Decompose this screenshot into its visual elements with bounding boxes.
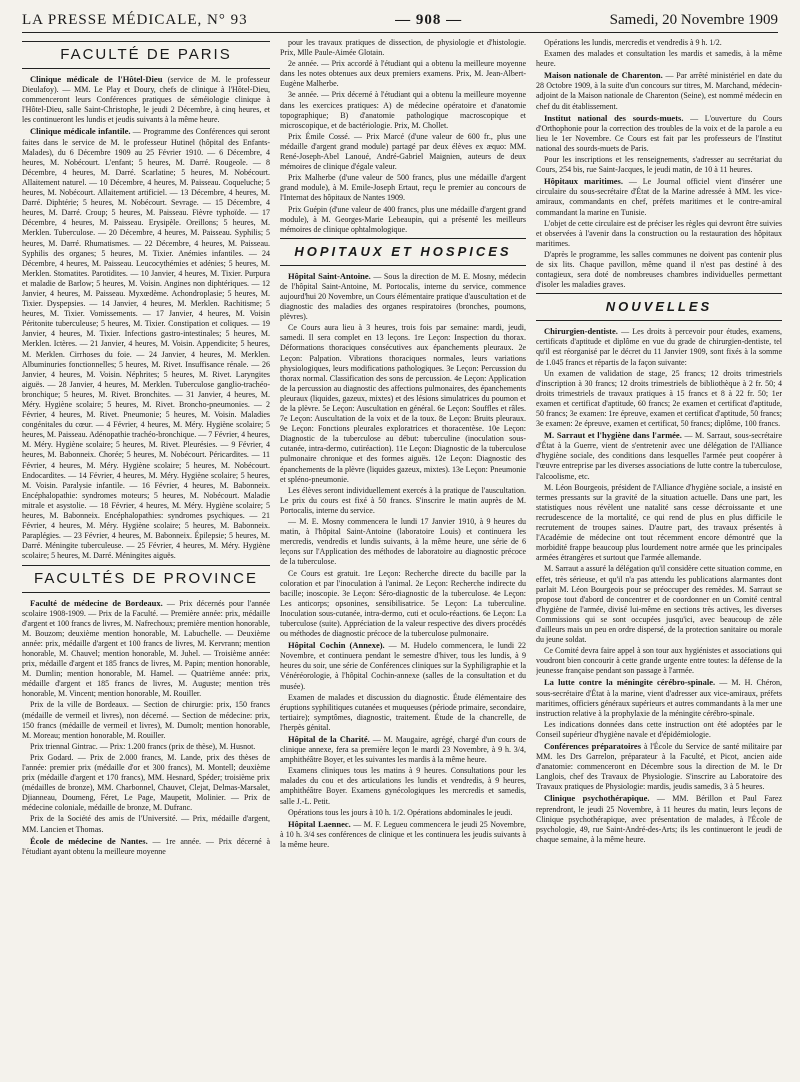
column-2 xyxy=(280,38,526,1076)
article-text: pour les travaux pratiques de dissection, de physiologie et d'histologie. Prix, Mlle Paule-Aimée Glotain. xyxy=(280,38,526,58)
section-heading-faculte-paris: FACULTÉ DE PARIS xyxy=(22,41,270,69)
article-text: Ce Comité devra faire appel à son tour aux hygiénistes et associations qui voudront bien concourir à cette grande urgente entre toutes: la défense de la jeunesse française pendant son passage à l'armée. xyxy=(536,646,782,676)
article-text: Ce Cours est gratuit. 1re Leçon: Recherche directe du bacille par la coloration et par l'inoculation à l'animal. 2e Leçon: Recherche indirecte du bacille; inoscopie. 3e Leçon: Séro-diagnostic de la tuberculose. 4e Leçon: Les anticorps; opsonines, sensibilisatrice. 5e Leçon: La tuberculine. Inoculation sous-cutanée, intra-dermo, cuti et oculo-réactions. 6e Leçon: La tuberculose (suite). Appréciation de la valeur respective des divers procédés ou méthodes de diagnostic précoce de la tuberculose pulmonaire. xyxy=(280,568,526,639)
column-3 xyxy=(536,38,782,1076)
article-text: — MM. Bérillon et Paul Farez reprendront, le jeudi 25 Novembre, à 11 heures du matin, leurs leçons de Clinique psychothérapique, avec présentation de malades, à l'École de psychologie, 49, rue Saint-André-des-Arts; ils les continueront le jeudi de chaque semaine, à la même heure. xyxy=(536,794,782,844)
article-text: Prix triennal Gintrac. — Prix: 1.200 francs (prix de thèse), M. Husnot. xyxy=(30,741,256,751)
article-text: Les élèves seront individuellement exercés à la pratique de l'auscultation. Le prix du cours est fixé à 50 francs. S'inscrire le matin auprès de M. Portocalis, interne du service. xyxy=(280,485,526,515)
article-heading: La lutte contre la méningite cérébro-spinale. xyxy=(544,677,716,688)
article-text: (service de M. le professeur Dieulafoy). — MM. Le Play et Doury, chefs de clinique à l'Hôtel-Dieu, commenceront leurs Conférences pratiques de séméiologie clinique à l'Hôtel-Dieu, salle Saint-Christophe, le jeudi 2 Décembre, à cinq heures, et les continueront les lundis et jeudis suivants à la même heure. xyxy=(22,75,270,125)
article-text: 2e année. — Prix accordé à l'étudiant qui a obtenu la meilleure moyenne dans les notes obtenues aux deux premiers examens. Prix, M. Jean-Albert-Eugène Malherbe. xyxy=(280,59,526,89)
article-text: — M. Hudelo commencera, le lundi 22 Novembre, et continuera pendant le semestre d'hiver, tous les lundis, à 9 heures du soir, une série de Conférences cliniques sur la Syphiligraphie et la Vénéréorologie, à l'hôpital Cochin-annexe (salles de la consultation et du musée). xyxy=(280,641,526,691)
article-heading: Chirurgien-dentiste. xyxy=(544,326,618,337)
article-text: — M. Sarraut, sous-secrétaire d'État à la Guerre, vient de s'entretenir avec une délégation de l'Alliance d'hygiène sociale, des conditions dans lesquelles l'armée peut coopérer à l'œuvre entreprise par les diverses associations de lutte contre la tuberculose, l'alcoolisme, etc. xyxy=(536,431,782,481)
article-text: — Programme des Conférences qui seront faites dans le service de M. le professeur Hutinel (hôpital des Enfants-Malades), du 6 Décembre 1909 au 25 Février 1910. — 6 Décembre, 4 heures, M. Nobécourt. L'enfant; 5 heures, M. Darré. Rougeole. — 8 Décembre, 4 heures, M. Darré. Scarlatine; 5 heures, M. Nobécourt. Allaitement naturel. — 10 Décembre, 4 heures, M. Paisseau. Coqueluche; 5 heures, M. Nobécourt. Allaitement artificiel. — 13 Décembre, 4 heures, M. Darré. Diphtérie; 5 heures, M. Nobécourt. Sevrage. — 15 Décembre, 4 heures, M. Darré. Croup; 5 heures, M. Paisseau. Fièvre typhoïde. — 17 Décembre, 4 heures, M. Paisseau. Erysipèle. Oreillons; 5 heures, M. Merklen. Tuberculose. — 20 Décembre, 4 heures, M. Paisseau. Syphilis; 5 heures, M. Darré. Rhumatismes. — 22 Décembre, 4 heures, M. Paisseau. Syphilis des organes; 5 heures, M. Tixier. Anémies infantiles. — 24 Décembre, 4 heures, M. Paisseau. Leucocythémies et adénies; 5 heures, M. Merklen. Stomatites. Parotidites. — 10 Janvier, 4 heures, M. Tixier. Purpura et maladie de Barlow; 5 heures, M. Voisin. Angines non diphtériques. — 12 Janvier, 4 heures, M. Paisseau. Myxœdème. Achondroplasie; 5 heures, M. Tixier. Dyspepsies. — 14 Janvier, 4 heures, M. Merklen. Rachitisme; 5 heures, M. Tixier. Vomissements. — 17 Janvier, 4 heures, M. Voisin Péritonite tuberculeuse; 5 heures, M. Tixier. Constipation et coliques. — 19 Janvier, 4 heures, M. Tixier. Infections gastro-intestinales; 5 heures, M. Merklen. Ictères. — 21 Janvier, 4 heures, M. Voisin. Appendicite; 5 heures, M. Merklen. Cirrhoses du foie. — 24 Janvier, 4 heures, M. Merklen. Albuminuries fonctionnelles; 5 heures, M. Rivet. Insuffisance rénale. — 26 Janvier, 4 heures, M. Voisin. Néphrites; 5 heures, M. Rivet. Laryngites aiguës. — 28 Janvier, 4 heures, M. Merklen. Tuberculose ganglio-trachéo-bronchique; 5 heures, M. Rivet. Bronchites. — 31 Janvier, 4 heures, M. Méry. Hygiène scolaire; 5 heures, M. Rivet. Broncho-pneumonies. — 2 Février, 4 heures, M. Rivet. Pneumonie; 5 heures, M. Voisin. Maladies congénitales du cœur. — 4 Février, 4 heures, M. Méry. Hygiène scolaire; 5 heures, M. Paisseau. Adénopathie trachéo-bronchique. — 7 Février, 4 heures, M. Méry. Hygiène scolaire; 5 heures, M. Rivet. Pleurésies. — 9 Février, 4 heures, M. Babonneix. Chorée; 5 heures, M. Nobécourt. Péricardites. — 11 Février, 4 heures, M. Méry. Hygiène scolaire; 5 heures, M. Nobécourt. Endocardites. — 14 Février, 4 heures, M. Méry. Hygiène scolaire; 5 heures, M. Voisin. Paralysie infantile. — 16 Février, 4 heures, M. Babonneix. Encéphalopathie: syndromes moteurs; 5 heures, M. Nobécourt. Maladie mitrale et asystolie. — 18 Février, 4 heures, M. Méry. Hygiène scolaire; 5 heures, M. Babonneix. Encéphalopathies: syndromes psychiques. — 21 Février, 4 heures, M. Méry. Hygiène scolaire; 5 heures, M. Babonneix. Paraplégies. — 23 Février, 4 heures, M. Babonneix. Épilepsie; 5 heures, M. Darré. Méningite tuberculeuse. — 25 Février, 4 heures, M. Méry. Hygiène scolaire; 5 heures, M. Darré. Méningites aiguës. xyxy=(22,127,270,561)
article-text: M. Léon Bourgeois, président de l'Alliance d'hygiène sociale, a insisté en termes pressants sur la gravité de la situation actuelle. Dans une part, les statistiques nous révèlent une natalité sans cesse décroissante et une recrudescence de la mortalité, ce qui rend de plus en plus difficile le recrutement de troupes saines. D'autre part, des travaux présentés à l'Académie de médecine ont tout récemment encore démontré que la morbidité frappe beaucoup plus lourdement notre armée que les principales armées étrangères et surtout que l'armée allemande. xyxy=(536,482,782,563)
article-text: Examens cliniques tous les matins à 9 heures. Consultations pour les malades du cou et des articulations les lundis et vendredis, à 9 heures, amphithéâtre Boyer. Examens gynécologiques les mercredis et samedis, salle J.-L. Petit. xyxy=(280,766,526,806)
article-text: à l'École du Service de santé militaire par MM. les Drs Garrelon, préparateur à la Faculté, et Picot, ancien aide d'anatomie: commenceront en Décembre sous la direction de M. le Dr Langlois, chef des Travaux de Physiologie. S'inscrire au Laboratoire des Travaux pratiques de Physiologie: mardis, jeudis samedis, 3 à 5 heures. xyxy=(536,742,782,792)
section-heading-hopitaux: HOPITAUX ET HOSPICES xyxy=(280,238,526,266)
article-text: — L'ouverture du Cours d'Orthophonie pour la correction des troubles de la voix et de la parole a eu lieu le 1er Novembre. Ce Cours est fait par les professeurs de l'Institut national des sourds-muets de Paris. xyxy=(536,113,782,153)
article-text: — M. Maugaire, agrégé, chargé d'un cours de clinique annexe, fera sa première leçon le mardi 23 Novembre, à 9 h. 3/4, amphithéâtre Boyer, et les suivantes les mardis à la même heure. xyxy=(280,735,526,765)
article-text: Examen de malades et discussion du diagnostic. Étude élémentaire des éruptions syphilitiques cutanées et muqueuses (période primaire, secondaire, tertiaire); symptômes, diagnostic, traitement. Étude de la chancrelle, de l'herpès génital. xyxy=(280,692,526,732)
article-text: — Sous la direction de M. E. Mosny, médecin de l'hôpital Saint-Antoine, M. Portocalis, interne du service, commence aujourd'hui 20 Novembre, un Cours élémentaire pratique d'auscultation et de diagnostic des maladies des organes respiratoires (bronches, poumons, plèvres). xyxy=(280,271,526,322)
article-heading: École de médecine de Nantes. xyxy=(30,835,148,846)
article-text: — Les droits à percevoir pour études, examens, certificats d'aptitude et diplôme en vue du grade de chirurgien-dentiste, tel qu'il est réorganisé par le décret du 11 Janvier 1909, sont fixés à la somme de 1.045 francs et répartis de la façon suivante: xyxy=(536,327,782,367)
article-text: Prix Guépin (d'une valeur de 400 francs, plus une médaille d'argent grand module), à M. Georges-Marie Lebeaupin, qui a présenté les meilleurs mémoires de clinique ophtalmologique. xyxy=(280,204,526,234)
article-text: 3e année. — Prix décerné à l'étudiant qui a obtenu la meilleure moyenne dans les exercices pratiques: A) de médecine opératoire et d'anatomie topographique; B) d'anatomie pathologique macroscopique et microscopique, et de bactériologie. Prix, M. Chollet. xyxy=(280,90,526,130)
article-heading: Clinique psychothérapique. xyxy=(544,793,650,804)
article-heading: Hôpital de la Charité. xyxy=(288,734,370,744)
article-text: Prix Godard. — Prix de 2.000 francs, M. Lande, prix des thèses de l'année: premier prix (médaille d'or et 300 francs), M. Montell; deuxième prix (médaille d'argent et 170 francs), MM. Hesnard, Spéder; troisième prix (médailles de bronze), MM. Charbonnel, Chauvet, Clejat, Delmas-Marsalet, Djianneau, Doumeng, Féret, Le Page, Maupetit, Molinier. — Prix de médecine coloniale, médaille de bronze, M. Dufranc. xyxy=(22,752,270,813)
article-text: — Le Journal officiel vient d'insérer une circulaire du sous-secrétaire d'État de la Marine adressée à MM. les vice-amiraux, commandants en chef, préfets maritimes et le contre-amiral commandant la marine en Tunisie. xyxy=(536,177,782,217)
article-text: Prix de la ville de Bordeaux. — Section de chirurgie: prix, 150 francs (médaille de vermeil et livres), non décerné. — Section de médecine: prix, 150 francs (médaille de vermeil et livres), M. Dumolt; mention honorable, M. Moreau; mention honorable, M. Rouiller. xyxy=(22,700,270,740)
article-text: Les indications données dans cette instruction ont été adoptées par le Conseil supérieur d'hygiène navale et d'épidémiologie. xyxy=(536,719,782,739)
article-text: — M. H. Chéron, sous-secrétaire d'État à la marine, vient d'adresser aux vice-amiraux, préfets maritimes, officiers généraux supérieurs et autres commandants à la mer une instruction relative à la prophylaxie de la méningite cérébro-spinale. xyxy=(536,678,782,718)
article-heading: Clinique médicale infantile. xyxy=(30,126,131,137)
publication-title: LA PRESSE MÉDICALE, N° 93 xyxy=(22,11,248,28)
section-heading-facultes-province: FACULTÉS DE PROVINCE xyxy=(22,565,270,593)
article-text: — 1re année. — Prix décerné à l'étudiant ayant obtenu la meilleure moyenne xyxy=(22,836,270,856)
section-heading-nouvelles: NOUVELLES xyxy=(536,293,782,321)
page-number: — 908 — xyxy=(395,11,463,28)
article-heading: Hôpitaux maritimes. xyxy=(544,176,623,187)
article-text: — M. E. Mosny commencera le lundi 17 Janvier 1910, à 9 heures du matin, à l'hôpital Saint-Antoine (laboratoire Louis) et continuera les mercredis, vendredis et lundis suivants, à la même heure, une série de 6 leçons sur l'Application des méthodes de laboratoire au diagnostic précoce de la tuberculose. xyxy=(280,517,526,567)
article-text: — M. F. Legueu commencera le jeudi 25 Novembre, à 10 h. 3/4 ses conférences de clinique et les continuera les jeudis suivants à la même heure. xyxy=(280,819,526,849)
article-text: Prix Émile Cossé. — Prix Marcé (d'une valeur de 600 fr., plus une médaille d'argent grand module) partagé par deux élèves ex æquo: MM. René-Joseph-Abel Lanoué, André-Gabriel Maignien, auteurs de deux mémoires de clinique d'égale valeur. xyxy=(280,131,526,172)
article-text: M. Sarraut a assuré la délégation qu'il considère cette situation comme, en effet, très sérieuse, et qu'il n'a pas attendu les publications alarmantes dont parlait M. Léon Bourgeois pour se préoccuper des remèdes. M. Sarraut se propose tout d'abord de concentrer et de coordonner en un Comité central d'hygiène de l'armée, divisé lui-même en sections très actives, les diverses Commissions qui se sont occupées jusqu'ici, avec beaucoup de zèle d'ailleurs mais un peu en ordre dispersé, de la protection sanitaire ou morale du jeune soldat. xyxy=(536,564,782,645)
article-text: Pour les inscriptions et les renseignements, s'adresser au secrétariat du Cours, 254 bis, rue Saint-Jacques, le jeudi matin, de 10 à 11 heures. xyxy=(536,155,782,175)
article-text: Examen des malades et consultation les mardis et samedis, à la même heure. xyxy=(536,49,782,69)
article-text: Opérations tous les jours à 10 h. 1/2. Opérations abdominales le jeudi. xyxy=(288,807,513,817)
article-text: — Prix décernés pour l'année scolaire 1908-1909. — Prix de la Faculté. — Première année: prix, médaille d'argent et 100 francs de livres, M. Nafrechoux; première mention honorable, M. Bouzom; deuxième mention honorable, M. Labuchelle. — Deuxième année: prix, médaille d'argent et 100 francs de livres, M. Kervrann; mention honorable, M. Chauvel; mention honorable, M. Juhel. — Troisième année: prix, médaille d'argent et 185 francs de livres, M. Papin; mention honorable, M. Dumlin; mention honorable, M. Hamel. — Quatrième année: prix, médaille d'argent et 185 francs de livres, M. Auguste; mention très honorable, M. Vincent; mention honorable, M. Rouiller. xyxy=(22,598,270,699)
article-heading: Institut national des sourds-muets. xyxy=(544,112,684,123)
article-heading: Faculté de médecine de Bordeaux. xyxy=(30,597,163,608)
article-heading: Hôpital Saint-Antoine. xyxy=(288,270,371,281)
article-heading: Hôpital Cochin (Annexe). xyxy=(288,640,385,651)
page-header xyxy=(22,8,778,33)
article-heading: Maison nationale de Charenton. xyxy=(544,70,663,81)
article-text: — Par arrêté ministériel en date du 28 Octobre 1909, à la suite d'un concours sur titres, M. Marchand, médecin-adjoint de la Maison nationale de Charenton (Seine), est nommé médecin en chef du dit établissement. xyxy=(536,71,782,111)
article-text: Prix de la Société des amis de l'Université. — Prix, médaille d'argent, MM. Lancien et Thomas. xyxy=(22,814,270,834)
article-heading: M. Sarraut et l'hygiène dans l'armée. xyxy=(544,430,682,441)
column-1 xyxy=(22,38,270,1076)
article-text: Opérations les lundis, mercredis et vendredis à 9 h. 1/2. xyxy=(544,38,722,47)
article-text: L'objet de cette circulaire est de préciser les règles qui devront être suivies et observées à l'avenir dans la construction ou la restauration des hôpitaux maritimes. xyxy=(536,218,782,248)
issue-date: Samedi, 20 Novembre 1909 xyxy=(609,11,778,28)
article-text: D'après le programme, les salles communes ne doivent pas contenir plus de six lits. Chaque pavillon, même quand il n'est pas destiné à des contagieux, sera doté de nombreuses chambres individuelles permettant d'isoler les maladies graves. xyxy=(536,249,782,290)
article-heading: Hôpital Laennec. xyxy=(288,818,351,829)
article-heading: Clinique médicale de l'Hôtel-Dieu xyxy=(30,74,163,84)
article-text: Ce Cours aura lieu à 3 heures, trois fois par semaine: mardi, jeudi, samedi. Il sera complet en 13 leçons. 1re Leçon: Inspection du thorax. Déformations thoraciques consécutives aux épanchements pleuraux. 2e Leçon: Palpation. Vibrations thoraciques normales, leurs variations physiologiques, leurs modifications pathologiques. 3e Leçon: Percussion du thorax normal. Classification des sons de percussion. 4e Leçon: Application de la percussion au diagnostic des affections pulmonaires, des épanchements pleuraux (liquides, gazeux, mixtes) et des lésions simulatrices du poumon et de la plèvre. 5e Leçon: Auscultation en général. 6e Leçon: Souffles et râles. 7e Leçon: Auscultation de la voix et de la toux. 8e Leçon: Bruits pleuraux. 9e Leçon: Fonctions pleurales exploratrices et thoracentèse. 10e Leçon: Diagnostic de la tuberculose au début: tuberculine (inoculation sous-cutanée, intra-dermo, cutiréaction). 11e Leçon: Diagnostic de la tuberculose pulmonaire chronique et des formes aiguës. 12e Leçon: Diagnostic des épanchements de la plèvre (liquides gazeux, mixtes). 13e Leçon: Pneumonie et spléno-pneumonie. xyxy=(280,323,526,484)
article-text: Prix Malherbe (d'une valeur de 500 francs, plus une médaille d'argent grand module), à M. Emile-Joseph Ertaut, reçu le premier au concours de l'Internat des hôpitaux de Nantes 1909. xyxy=(280,173,526,203)
article-heading: Conférences préparatoires xyxy=(544,741,642,751)
article-text: Un examen de validation de stage, 25 francs; 12 droits trimestriels d'inscription à 30 francs; 12 droits trimestriels de bibliothèque à 2 fr. 50; 4 droits trimestriels de travaux pratiques à 15 francs et 8 à 22 fr. 50; 1er examen et certificat d'aptitude, 60 francs; 2e examen et certificat d'aptitude, 50 francs; 3e examen: 1re épreuve, examen et certificat d'aptitude, 50 francs; 3e examen: 2e épreuve, examen et certificat, 50 francs; diplôme, 100 francs. xyxy=(536,368,782,429)
